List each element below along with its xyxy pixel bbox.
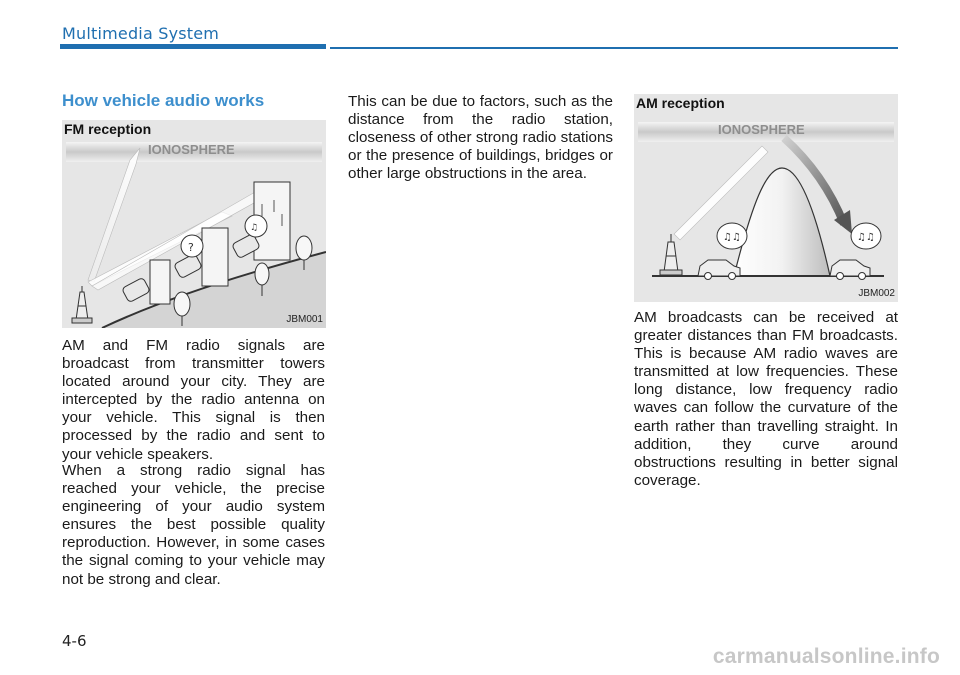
am-figure-code: JBM002 [858, 288, 895, 299]
section-heading: How vehicle audio works [62, 91, 265, 110]
am-reception-figure [634, 94, 898, 302]
svg-text:♫♫: ♫♫ [857, 232, 875, 243]
fm-figure-code: JBM001 [286, 314, 323, 325]
fm-reception-figure [62, 120, 326, 328]
am-ionosphere-label: IONOSPHERE [718, 122, 805, 137]
paragraph-strong-signal: When a strong radio signal has reached your vehicle, the precise engineering of your audio system ensures the best possible quality reproduction. However, in some cases the signal coming to your vehicle may not be strong and clear. [62, 462, 325, 588]
header-rule-thick [60, 44, 326, 49]
watermark: carmanualsonline.info [712, 645, 940, 668]
fm-figure-label: FM reception [64, 121, 152, 137]
svg-text:♫: ♫ [250, 223, 259, 233]
header-rule-thin [330, 47, 898, 49]
paragraph-am-broadcasts: AM broadcasts can be received at greater distances than FM broadcasts. This is because AM radio waves are transmitted at low frequencies. These long distance, low frequency radio waves can follow the curvature of the earth rather than travelling straight. In addition, they curve around obstructions resulting in better signal coverage. [634, 309, 898, 489]
paragraph-factors: This can be due to factors, such as the distance from the radio station, closeness of other strong radio stations or the presence of buildings, bridges or other large obstructions in the area. [348, 93, 613, 183]
radio-tower [660, 234, 682, 275]
radio-tower [72, 286, 92, 323]
svg-text:♫♫: ♫♫ [723, 232, 741, 243]
svg-text:?: ? [188, 241, 194, 254]
fm-ionosphere-label: IONOSPHERE [148, 142, 235, 157]
am-figure-label: AM reception [636, 95, 725, 111]
paragraph-signals: AM and FM radio signals are broadcast from transmitter towers located around your city. They are intercepted by the radio antenna on your vehicle. This signal is then processed by the radio and sent to your vehicle speakers. [62, 337, 325, 463]
header-title: Multimedia System [62, 24, 220, 43]
page-number: 4-6 [62, 632, 87, 650]
